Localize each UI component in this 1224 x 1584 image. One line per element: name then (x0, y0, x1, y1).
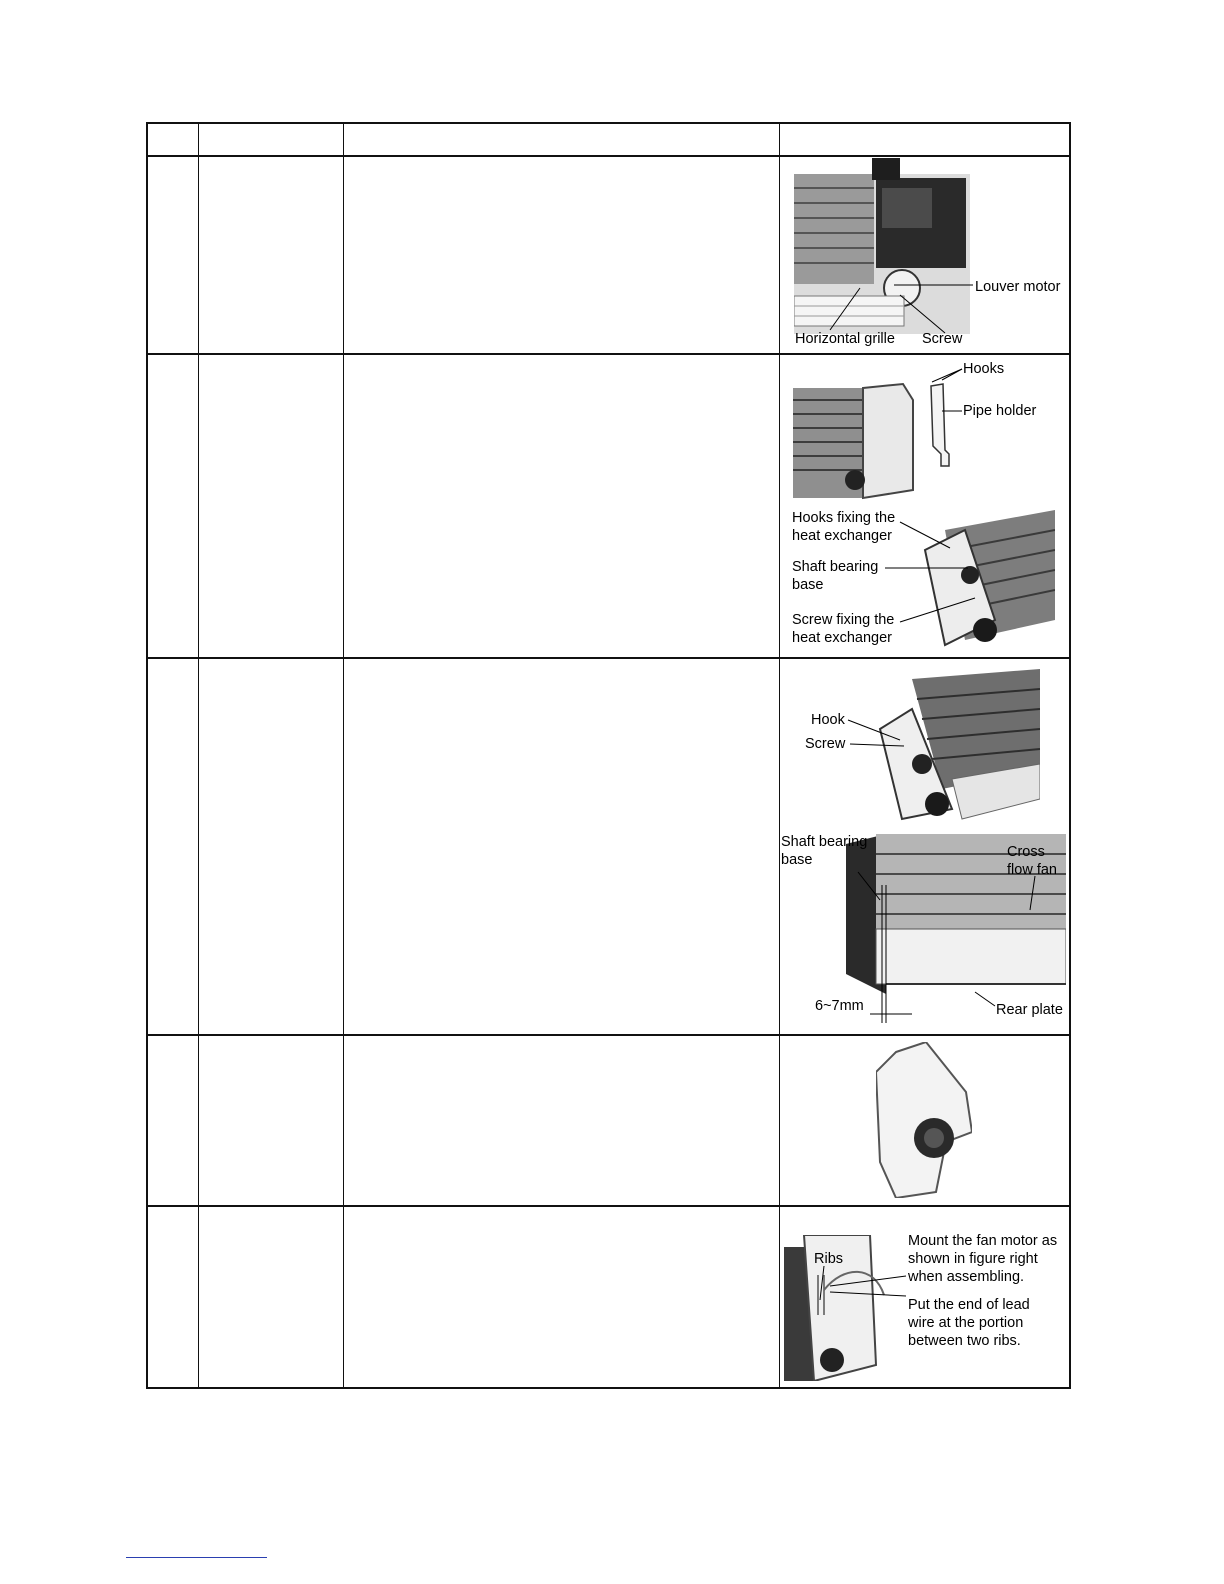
row-divider (146, 353, 1071, 355)
label-screw-fixing: Screw fixing the heat exchanger (792, 612, 895, 646)
label-gap: 6~7mm (815, 998, 864, 1014)
label-lead-note: Put the end of lead wire at the portion between two ribs. (908, 1297, 1030, 1349)
footer-rule (126, 1557, 267, 1558)
row-divider (146, 1034, 1071, 1036)
heat-exchanger-photo (793, 380, 915, 500)
label-horizontal-grille: Horizontal grille (795, 331, 895, 347)
row-divider (146, 657, 1071, 659)
row-divider (146, 1205, 1071, 1207)
label-pipe-holder: Pipe holder (963, 403, 1037, 419)
bearing-holder-photo (876, 1042, 972, 1198)
label-shaft-bearing-base-row3: Shaft bearing base (781, 834, 868, 868)
column-divider (198, 122, 199, 1389)
label-mount-note: Mount the fan motor as shown in figure right when assembling. (908, 1233, 1058, 1285)
header-row-divider (146, 155, 1071, 157)
row3-top-leader-lines (840, 710, 920, 760)
column-divider (343, 122, 344, 1389)
label-shaft-bearing-base: Shaft bearing base (792, 559, 879, 593)
label-louver-motor: Louver motor (975, 279, 1061, 295)
row5-leader-lines (810, 1262, 910, 1312)
label-cross-flow-fan: Cross flow fan (1007, 844, 1057, 878)
label-screw-row3: Screw (805, 736, 846, 752)
label-ribs: Ribs (814, 1251, 844, 1267)
label-hook: Hook (811, 712, 845, 728)
label-screw: Screw (922, 331, 963, 347)
label-hooks: Hooks (963, 361, 1005, 377)
label-rear-plate: Rear plate (996, 1002, 1063, 1018)
label-hooks-fixing: Hooks fixing the heat exchanger (792, 510, 896, 544)
